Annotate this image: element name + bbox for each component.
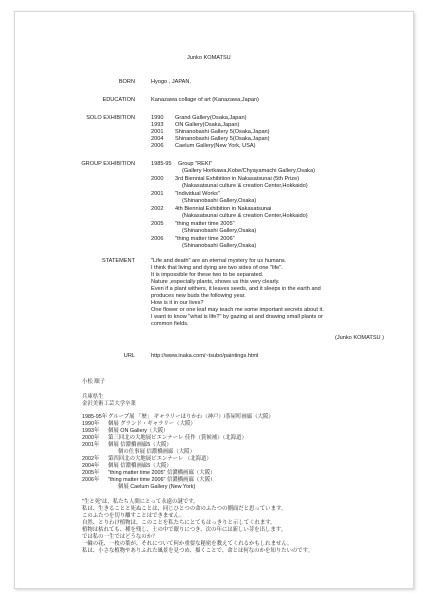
group-show: 3rd Biennial Exhibition in Nakasatsunai (5th Prize) — [175, 176, 300, 182]
solo-year: 1990 — [151, 115, 164, 121]
group-venue: (Shinanobashi Gallery,Osaka) — [182, 228, 257, 234]
jp-history-year: 2005年 — [82, 470, 100, 476]
jp-history-year: 1993年 — [82, 428, 100, 434]
solo-venue: ON Gallery(Osaka,Japan) — [175, 122, 240, 128]
group-show: "thing matter time 2006" — [175, 236, 235, 242]
url-label: URL — [123, 353, 135, 359]
group-venue: (Gallery Horikawa,Kobe/Chyayamachi Gallery,Osaka) — [182, 168, 315, 174]
resume-sheet — [14, 11, 414, 589]
jp-history-year: 2006年 — [82, 477, 100, 483]
group-year: 1985-95 — [151, 161, 172, 167]
jp-history-year: 2001年 — [82, 442, 100, 448]
statement-line: It is impossible for these two to be separated. — [151, 272, 264, 278]
solo-year: 2006 — [151, 143, 164, 149]
group-venue: (Nakasatsunai culture & creation Center,Hokkaido) — [182, 183, 308, 189]
solo-venue: Shinanobashi Gallery 5(Osaka,Japan) — [175, 136, 270, 142]
jp-name: 小松 順子 — [82, 379, 106, 385]
statement-line: I want to know "what is life?" by gazing at and drawing small plants or — [151, 314, 323, 320]
statement-label: STATEMENT — [101, 258, 135, 264]
website-link[interactable]: http://www.inaka.com/~tsubo/paintings.html — [151, 353, 259, 359]
jp-history-entry: 個展 グランド・ギャラリー（大阪） — [108, 421, 196, 427]
education-value: Kanazawa collage of art (Kanazawa,Japan) — [151, 97, 259, 103]
jp-history-entry: 個の仕事展 信濃橋画廊（大阪） — [118, 449, 195, 455]
solo-year: 1993 — [151, 122, 164, 128]
statement-line: Even if a plant withers, it leaves seeds, and it sleeps in the earth and — [151, 286, 321, 292]
solo-year: 2001 — [151, 129, 164, 135]
statement-line: Nature ,especially plants, shows us this very clearly. — [151, 279, 280, 285]
jp-history-entry: 第三回北の大地展ビエンナーレ 佳作（賞候補）（北海道） — [108, 435, 247, 441]
jp-history-entry: 個展 ON Gallery（大阪） — [108, 428, 169, 434]
group-year: 2001 — [151, 191, 164, 197]
statement-line: produces new buds the following year. — [151, 293, 246, 299]
jp-history-year: 2002年 — [82, 456, 100, 462]
jp-statement-line: 一輪の花、一枚の葉が、それについて何か重要な秘密を教えてくれるかもしれません。 — [82, 541, 293, 547]
group-venue: (Shinanobashi Gallery,Osaka) — [182, 198, 257, 204]
jp-statement-line: 私は、生きることと死ぬことは、同じひとつの命のふたつの側面だと思っています。 — [82, 506, 287, 512]
jp-statement-line: 私は、小さな植物やありふれた風景を見つめ、描くことで、命とは何なのかを知りたいのです。 — [82, 548, 314, 554]
jp-statement-line: "生と死"は、私たち人間にとって永遠の謎です。 — [82, 499, 199, 505]
group-exhibition-label: GROUP EXHIBITION — [81, 161, 135, 167]
jp-history-entry: グループ展 「歴」 ギャラリーほりかわ（神戸）/茶屋町画廊（大阪） — [108, 414, 274, 420]
solo-venue: Grand Gallery(Osaka,Japan) — [175, 115, 247, 121]
statement-signature: (Junko KOMATSU ) — [335, 335, 385, 341]
jp-statement-line: では私の一生ではどうなのか？ — [82, 534, 158, 540]
jp-history-year: 1990年 — [82, 421, 100, 427]
jp-history-entry: 第四回北の大地展ビエンナーレ （北海道） — [108, 456, 212, 462]
jp-statement-line: 自然、とりわけ植物は、このことを私たちにとてもはっきりと示してくれます。 — [82, 520, 276, 526]
group-year: 2006 — [151, 236, 164, 242]
group-show: Group "REKI" — [178, 161, 213, 167]
group-year: 2000 — [151, 176, 164, 182]
statement-line: I think that living and dying are two sides of one "life". — [151, 265, 283, 271]
solo-venue: Shinanobashi Gallery 5(Osaka,Japan) — [175, 129, 270, 135]
group-year: 2002 — [151, 206, 164, 212]
jp-history-entry: 個展 Caelum Gallery (New York) — [118, 484, 196, 490]
artist-name: Junko KOMATSU — [187, 55, 231, 61]
group-year: 2005 — [151, 221, 164, 227]
group-show: "Individual Works" — [175, 191, 220, 197]
jp-statement-line: 植物は枯れても、種を残し、土の中で眠りにつき、次の年には新しい芽を出します。 — [82, 527, 287, 533]
solo-venue: Caelum Gallery(New York, USA) — [175, 143, 256, 149]
education-label: EDUCATION — [102, 97, 135, 103]
born-value: Hyogo , JAPAN. — [151, 79, 191, 85]
statement-line: "Life and death" are an eternal mystery for us humans. — [151, 258, 287, 264]
jp-history-year: 2000年 — [82, 435, 100, 441]
group-venue: (Shinanobashi Gallery,Osaka) — [182, 243, 257, 249]
statement-line: One flower or one leaf may teach me some important secrets about it. — [151, 307, 324, 313]
jp-education: 金沢美術工芸大学卒業 — [82, 401, 136, 407]
statement-line: common fields. — [151, 321, 189, 327]
jp-statement-line: このふたつを切り離すことはできません。 — [82, 513, 185, 519]
group-show: 4th Biennial Exhibition in Nakasatsunai — [175, 206, 272, 212]
group-show: "thing matter time 2005" — [175, 221, 235, 227]
jp-history-entry: 個展 信濃橋画廊5（大阪） — [108, 463, 172, 469]
solo-year: 2004 — [151, 136, 164, 142]
statement-line: How is it in our lives? — [151, 300, 204, 306]
born-label: BORN — [118, 79, 135, 85]
group-venue: (Nakasatsunai culture & creation Center,Hokkaido) — [182, 213, 308, 219]
jp-history-entry: "thing matter time 2006" 信濃橋画廊（大阪） — [108, 477, 216, 483]
jp-history-year: 2004年 — [82, 463, 100, 469]
jp-born: 兵庫県生 — [82, 394, 104, 400]
jp-history-entry: 個展 信濃橋画廊5（大阪） — [108, 442, 172, 448]
jp-history-entry: "thing matter time 2005" 信濃橋画廊（大阪） — [108, 470, 216, 476]
solo-exhibition-label: SOLO EXHIBITION — [86, 115, 135, 121]
jp-history-year: 1985-95年 — [82, 414, 108, 420]
